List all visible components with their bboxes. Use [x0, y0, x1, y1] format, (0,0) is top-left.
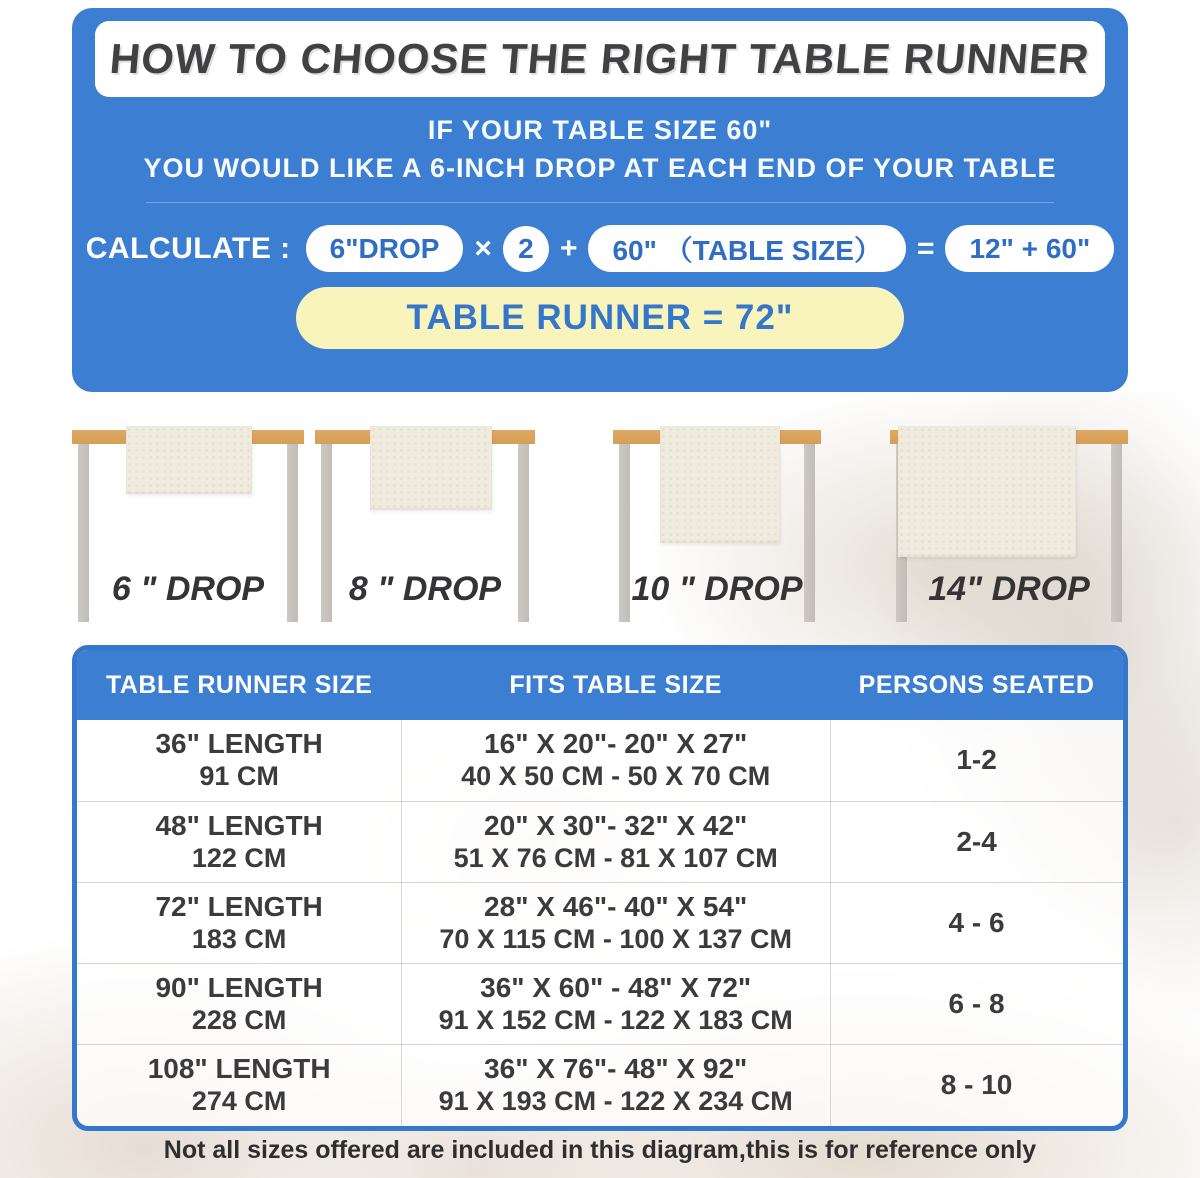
runner-length-cm: 122 CM [191, 842, 287, 873]
table-drop-figure-10in [613, 420, 821, 642]
drop-label: 14" DROP [928, 570, 1090, 608]
title-banner [95, 21, 1105, 97]
runner-length-in: 36" LENGTH [155, 728, 323, 760]
drop-label: 6 " DROP [111, 570, 265, 608]
table-runner-cloth [370, 426, 492, 510]
divider-line [146, 202, 1054, 203]
table-row [77, 963, 1123, 1044]
table-drop-figure-14in [890, 420, 1128, 642]
intro-line-1: IF YOUR TABLE SIZE 60" [427, 115, 773, 145]
column-separator [830, 720, 831, 1126]
equals-sign: = [916, 231, 935, 265]
fits-size-in: 20" X 30"- 32" X 42" [484, 809, 748, 841]
table-drop-figure-8in [315, 420, 535, 642]
column-header-persons-seated: PERSONS SEATED [858, 670, 1095, 699]
table-row [77, 720, 1123, 801]
multiplier-badge: 2 [503, 226, 549, 272]
runner-length-in: 48" LENGTH [155, 809, 323, 841]
runner-length-in: 72" LENGTH [155, 890, 323, 922]
sum-pill: 12" + 60" [945, 225, 1114, 272]
runner-length-cm: 183 CM [191, 923, 287, 954]
table-runner-cloth [126, 426, 252, 494]
fits-size-in: 28" X 46"- 40" X 54" [484, 890, 748, 922]
size-chart-header [77, 650, 1123, 720]
fits-size-cm: 91 X 193 CM - 122 X 234 CM [438, 1085, 793, 1116]
instruction-panel [72, 8, 1128, 392]
runner-length-cm: 91 CM [199, 761, 279, 792]
column-header-runner-size: TABLE RUNNER SIZE [105, 670, 373, 699]
fits-size-cm: 40 X 50 CM - 50 X 70 CM [461, 761, 771, 792]
drop-examples [72, 420, 1128, 642]
result-pill: TABLE RUNNER = 72" [296, 287, 904, 349]
plus-sign: + [559, 231, 578, 265]
drop-label: 10 " DROP [631, 570, 803, 608]
size-chart-body [77, 720, 1123, 1126]
table-row [77, 801, 1123, 882]
calculate-label: CALCULATE : [85, 231, 291, 265]
persons-seated: 8 - 10 [940, 1068, 1013, 1100]
table-row [77, 1044, 1123, 1125]
runner-length-in: 90" LENGTH [155, 971, 323, 1003]
fits-size-in: 36" X 76"- 48" X 92" [484, 1052, 748, 1084]
column-header-fits-table-size: FITS TABLE SIZE [509, 670, 722, 699]
intro-text [72, 115, 1128, 184]
persons-seated: 6 - 8 [948, 987, 1005, 1019]
fits-size-in: 36" X 60" - 48" X 72" [480, 971, 752, 1003]
disclaimer-note: Not all sizes offered are included in this diagram,this is for reference only [163, 1136, 1037, 1164]
intro-line-2: YOU WOULD LIKE A 6-INCH DROP AT EACH END OF YOUR TABLE [143, 153, 1057, 183]
column-separator [401, 720, 402, 1126]
fits-size-in: 16" X 20"- 20" X 27" [484, 728, 748, 760]
persons-seated: 4 - 6 [948, 906, 1005, 938]
fits-size-cm: 70 X 115 CM - 100 X 137 CM [439, 923, 793, 954]
page-title: HOW TO CHOOSE THE RIGHT TABLE RUNNER [108, 35, 1092, 82]
table-runner-cloth [898, 426, 1076, 557]
calculation-formula [72, 225, 1128, 272]
drop-value-pill: 6"DROP [306, 225, 464, 272]
table-runner-cloth [660, 426, 780, 543]
runner-length-cm: 274 CM [191, 1085, 287, 1116]
table-drop-figure-6in [72, 420, 304, 642]
size-chart-panel [72, 645, 1128, 1131]
fits-size-cm: 91 X 152 CM - 122 X 183 CM [438, 1004, 793, 1035]
table-size-pill: 60" （TABLE SIZE） [588, 225, 905, 272]
persons-seated: 2-4 [956, 825, 997, 857]
fits-size-cm: 51 X 76 CM - 81 X 107 CM [453, 842, 778, 873]
runner-length-cm: 228 CM [191, 1004, 287, 1035]
table-row [77, 882, 1123, 963]
runner-length-in: 108" LENGTH [147, 1052, 331, 1084]
times-sign: × [474, 231, 492, 265]
persons-seated: 1-2 [956, 744, 997, 776]
drop-label: 8 " DROP [348, 570, 502, 608]
